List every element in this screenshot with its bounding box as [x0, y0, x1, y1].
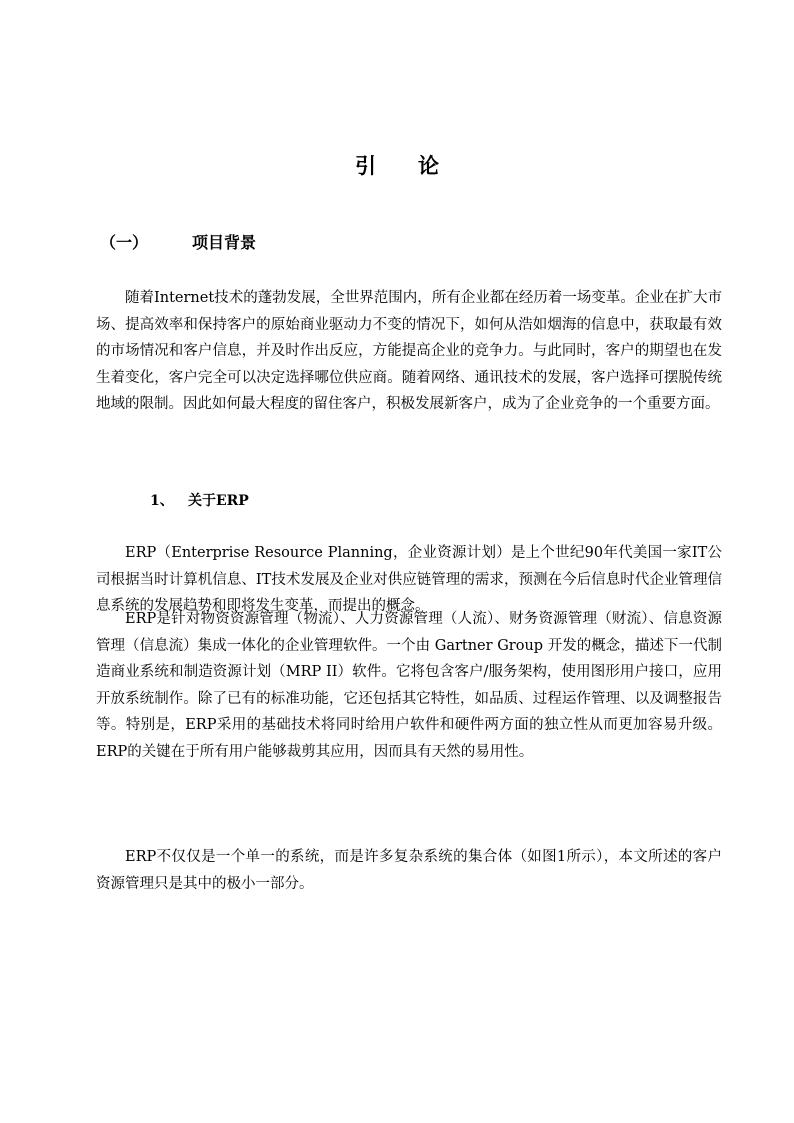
page-title-left: 引 — [355, 153, 376, 178]
section-number: （一） — [100, 233, 149, 252]
subsection-heading — [150, 490, 249, 510]
page-title-right: 论 — [418, 153, 439, 178]
paragraph-erp-description: ERP是针对物资资源管理（物流）、人力资源管理（人流）、财务资源管理（财流）、信息资源管理（信息流）集成一体化的企业管理软件。一个由 Gartner Group 开发的概念，描述下一代制造商业系统和制造资源计划（MRP II）软件。它将包含客户/服务架构，使用图形用户接口，应用开放系统制作。除了已有的标准功能，它还包括其它特性，如品质、过程运作管理、以及调整报告等。特别是，ERP采用的基础技术将同时给用户软件和硬件两方面的独立性从而更加容易升级。ERP的关键在于所有用户能够裁剪其应用，因而具有天然的易用性。 — [96, 611, 722, 760]
paragraph-erp-scope: ERP不仅仅是一个单一的系统，而是许多复杂系统的集合体（如图1所示），本文所述的客户资源管理只是其中的极小一部分。 — [96, 849, 722, 892]
section-heading — [100, 230, 256, 253]
section-title: 项目背景 — [192, 233, 257, 252]
subsection-title: 关于ERP — [188, 493, 249, 509]
paragraph-background: 随着Internet技术的蓬勃发展，全世界范围内，所有企业都在经历着一场变革。企业在扩大市场、提高效率和保持客户的原始商业驱动力不变的情况下，如何从浩如烟海的信息中，获取最有效的市场情况和客户信息，并及时作出反应，方能提高企业的竞争力。与此同时，客户的期望也在发生着变化，客户完全可以决定选择哪位供应商。随着网络、通讯技术的发展，客户选择可摆脱传统地域的限制。因此如何最大程度的留住客户，积极发展新客户，成为了企业竞争的一个重要方面。 — [96, 290, 722, 412]
paragraph-erp-definition: ERP（Enterprise Resource Planning，企业资源计划）是上个世纪90年代美国一家IT公司根据当时计算机信息、IT技术发展及企业对供应链管理的需求，预测在今后信息时代企业管理信息系统的发展趋势和即将发生变革，而提出的概念。 — [96, 545, 722, 614]
subsection-number: 1、 — [150, 493, 174, 509]
page-title — [0, 150, 794, 180]
